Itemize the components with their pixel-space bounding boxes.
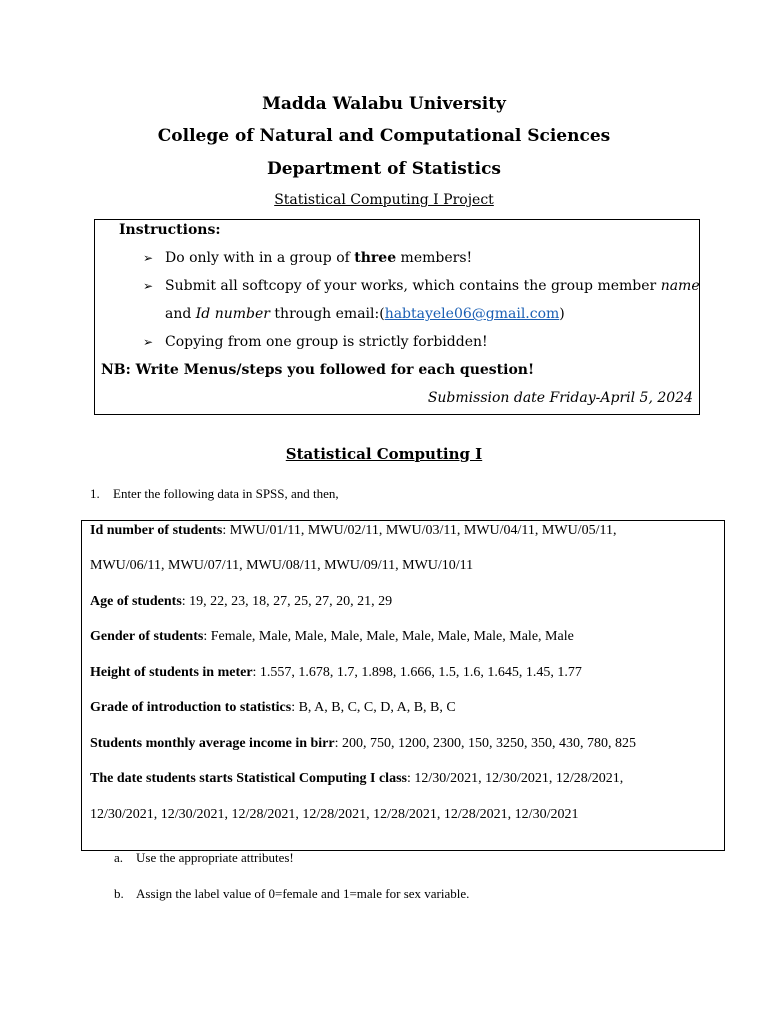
project-title: Statistical Computing I Project <box>274 192 494 208</box>
subquestion-b: b. Assign the label value of 0=female and 1=male for sex variable. <box>114 886 470 901</box>
email-link[interactable]: habtayele06@gmail.com <box>384 306 560 322</box>
instructions-box <box>94 219 700 415</box>
section-title: Statistical Computing I <box>285 445 483 463</box>
data-line-age: Age of students: 19, 22, 23, 18, 27, 25, 27, 20, 21, 29 <box>90 594 393 609</box>
data-line-income: Students monthly average income in birr: 200, 750, 1200, 2300, 150, 3250, 350, 430, 780, 825 <box>90 736 636 751</box>
data-line-id: Id number of students: MWU/01/11, MWU/02/11, MWU/03/11, MWU/04/11, MWU/05/11, <box>90 523 617 538</box>
data-box <box>81 520 725 851</box>
data-line-grade: Grade of introduction to statistics: B, A, B, C, C, D, A, B, B, C <box>90 700 456 715</box>
department-title: Department of Statistics <box>266 159 502 179</box>
data-line-date-continued: 12/30/2021, 12/30/2021, 12/28/2021, 12/28/2021, 12/28/2021, 12/28/2021, 12/30/2021 <box>90 807 579 822</box>
instruction-bullet-group-size: ➢ Do only with in a group of three members! <box>143 250 473 266</box>
question-1 <box>90 486 339 502</box>
instruction-bullet-copying: ➢ Copying from one group is strictly forbidden! <box>143 334 488 350</box>
submission-date: Submission date Friday-April 5, 2024 <box>427 390 693 406</box>
arrow-bullet-icon: ➢ <box>143 251 154 265</box>
nb-note: NB: Write Menus/steps you followed for each question! <box>101 362 535 378</box>
data-line-id-continued: MWU/06/11, MWU/07/11, MWU/08/11, MWU/09/11, MWU/10/11 <box>90 558 474 573</box>
arrow-bullet-icon: ➢ <box>143 335 154 349</box>
data-line-date: The date students starts Statistical Computing I class: 12/30/2021, 12/30/2021, 12/28/2021, <box>90 771 624 786</box>
instructions-title: Instructions: <box>119 222 221 238</box>
question-number: 1. <box>90 486 100 501</box>
college-title: College of Natural and Computational Sciences <box>157 126 611 146</box>
subquestion-a: a. Use the appropriate attributes! <box>114 850 294 865</box>
data-line-gender: Gender of students: Female, Male, Male, Male, Male, Male, Male, Male, Male, Male <box>90 629 574 644</box>
arrow-bullet-icon: ➢ <box>143 279 154 293</box>
data-line-height: Height of students in meter: 1.557, 1.678, 1.7, 1.898, 1.666, 1.5, 1.6, 1.645, 1.45, 1.77 <box>90 665 582 680</box>
question-text: Enter the following data in SPSS, and then, <box>113 486 339 501</box>
instruction-bullet-submit: ➢ Submit all softcopy of your works, which contains the group member name <box>143 278 700 294</box>
university-title: Madda Walabu University <box>262 94 506 114</box>
instruction-bullet-submit-continued: and Id number through email:(habtayele06@gmail.com) <box>165 306 565 322</box>
